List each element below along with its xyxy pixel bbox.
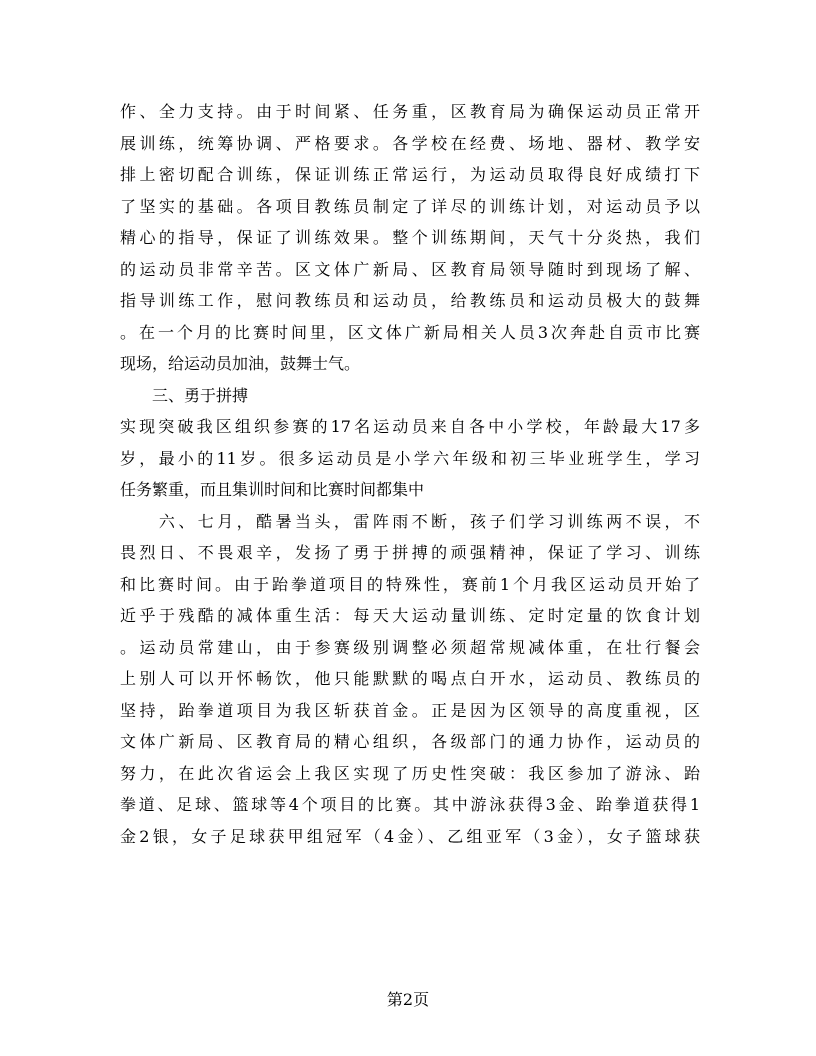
body-text bbox=[120, 96, 700, 852]
text-line: 坚持，跆拳道项目为我区斩获首金。正是因为区领导的高度重视，区 bbox=[120, 700, 700, 720]
text-line: 展训练，统筹协调、严格要求。各学校在经费、场地、器材、教学安 bbox=[120, 133, 700, 153]
text-line: 作、全力支持。由于时间紧、任务重，区教育局为确保运动员正常开 bbox=[120, 102, 700, 121]
text-line: 。运动员常建山，由于参赛级别调整必须超常规减体重，在壮行餐会 bbox=[120, 637, 700, 657]
text-line: 岁，最小的11岁。很多运动员是小学六年级和初三毕业班学生，学习 bbox=[120, 448, 700, 468]
text-line: 排上密切配合训练，保证训练正常运行，为运动员取得良好成绩打下 bbox=[120, 165, 700, 184]
text-line: 了坚实的基础。各项目教练员制定了详尽的训练计划，对运动员予以 bbox=[120, 196, 700, 216]
text-line: 努力，在此次省运会上我区实现了历史性突破：我区参加了游泳、跆 bbox=[120, 763, 700, 783]
text-line: 金2银，女子足球获甲组冠军（4金）、乙组亚军（3金），女子篮球获 bbox=[120, 826, 700, 846]
text-line: 三、勇于拼搏 bbox=[120, 385, 249, 405]
text-line: 文体广新局、区教育局的精心组织，各级部门的通力协作，运动员的 bbox=[120, 732, 700, 751]
text-line: 的运动员非常辛苦。区文体广新局、区教育局领导随时到现场了解、 bbox=[120, 259, 700, 279]
text-line: 近乎于残酷的减体重生活：每天大运动量训练、定时定量的饮食计划 bbox=[120, 606, 700, 625]
text-line: 实现突破我区组织参赛的17名运动员来自各中小学校，年龄最大17多 bbox=[120, 417, 700, 436]
text-line: 现场，给运动员加油，鼓舞士气。 bbox=[120, 354, 361, 373]
text-line: 任务繁重，而且集训时间和比赛时间都集中 bbox=[120, 480, 425, 499]
text-line: 和比赛时间。由于跆拳道项目的特殊性，赛前1个月我区运动员开始了 bbox=[120, 574, 700, 594]
text-line: 畏烈日、不畏艰辛，发扬了勇于拼搏的顽强精神，保证了学习、训练 bbox=[120, 543, 700, 562]
text-line: 上别人可以开怀畅饮，他只能默默的喝点白开水，运动员、教练员的 bbox=[120, 669, 700, 688]
text-line: 。在一个月的比赛时间里，区文体广新局相关人员3次奔赴自贡市比赛 bbox=[120, 322, 700, 342]
page-number: 第2页 bbox=[386, 990, 430, 1009]
text-line: 拳道、足球、篮球等4个项目的比赛。其中游泳获得3金、跆拳道获得1 bbox=[120, 795, 700, 814]
text-line: 精心的指导，保证了训练效果。整个训练期间，天气十分炎热，我们 bbox=[120, 228, 700, 247]
text-line: 指导训练工作，慰问教练员和运动员，给教练员和运动员极大的鼓舞 bbox=[120, 291, 700, 310]
text-line: 六、七月，酷暑当头，雷阵雨不断，孩子们学习训练两不误，不 bbox=[120, 511, 700, 531]
